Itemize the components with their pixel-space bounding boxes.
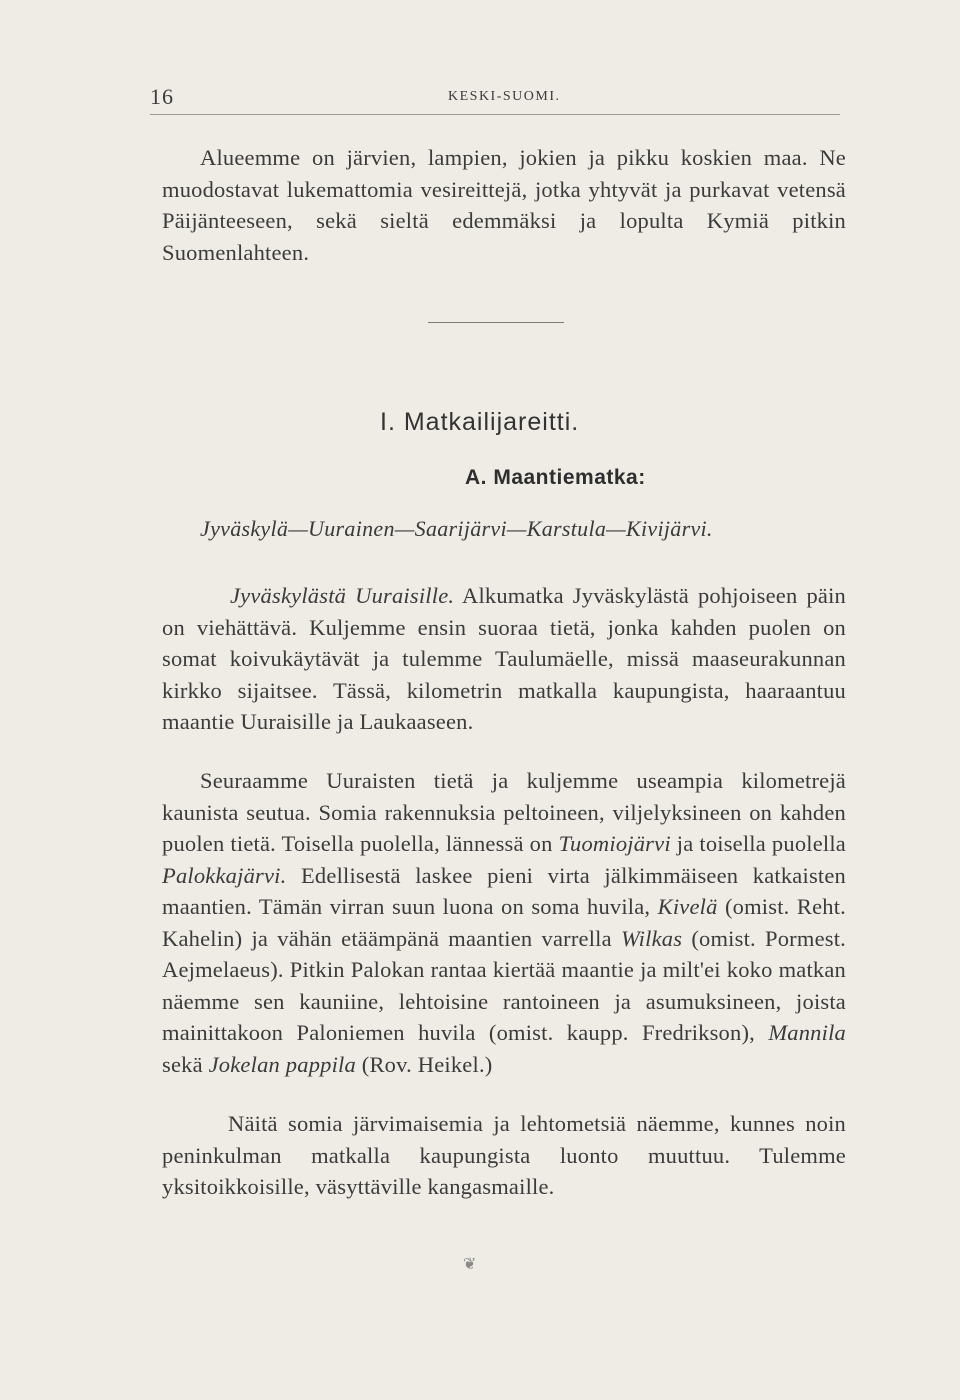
paragraph-lead-italic: Jyväskylästä Uuraisille. — [230, 583, 455, 608]
text-run: sekä — [162, 1051, 209, 1077]
intro-paragraph: Alueemme on järvien, lampien, jokien ja pikku koskien maa. Ne muodostavat lukemattomia vesireittejä, jotka yhtyvät ja purkavat vetensä Päijänteeseen, sekä sieltä edemmäksi ja lopulta Kymiä pitkin Suomenlahteen. — [162, 145, 846, 265]
text-run: Edellisestä laskee pieni virta jälkimmäiseen katkaisten maantien. Tämän virran suun luona on soma huvila, — [162, 862, 846, 919]
paragraph-jarvimaisemat: Näitä somia järvimaisemia ja lehtometsiä näemme, kunnes noin peninkulman matkalla kaupungista luonto muuttuu. Tulemme yksitoikkoisille, väsyttäville kangasmaille. — [162, 1111, 846, 1199]
text-run: (Rov. Heikel.) — [355, 1051, 493, 1077]
page-number: 16 — [150, 84, 174, 109]
section-divider — [428, 322, 564, 323]
text-run: (omist. Reht. Kahelin) ja vähän etäämpänä maantien varrella — [162, 894, 846, 951]
place-name-italic: Wilkas — [620, 925, 683, 951]
running-title: KESKI-SUOMI. — [448, 89, 561, 104]
text-run: ja toisella puolella — [670, 831, 846, 856]
page-header — [150, 78, 840, 108]
paragraph-uuraisten-tie — [162, 765, 846, 1080]
place-name-italic: Jokelan pappila — [208, 1051, 356, 1077]
route-line: Jyväskylä—Uurainen—Saarijärvi—Karstula—Kivijärvi. — [200, 516, 713, 541]
text-run: Seuraamme Uuraisten tietä ja kuljemme useampia kilometrejä kaunista seutua. Somia rakennuksia peltoineen, viljelyksineen on kahden puolen tietä. Toisella puolella, lännessä on — [162, 768, 846, 856]
place-name-italic: Mannila — [768, 1020, 846, 1045]
place-name-italic: Kivelä — [657, 894, 718, 919]
place-name-italic: Tuomiojärvi — [558, 831, 671, 856]
paragraph-text: Alkumatka Jyväskylästä pohjoiseen päin on viehättävä. Kuljemme ensin suoraa tietä, jonka kahden puolen on somat koivukäytävät ja tulemme Taulumäelle, missä maaseurakunnan kirkko sijaitsee. Tässä, kilometrin matkalla kaupungista, haaraantuu maantie Uuraisille ja Laukaaseen. — [162, 583, 846, 734]
section-heading: I. Matkailijareitti. — [380, 408, 580, 436]
sub-heading: A. Maantiematka: — [465, 466, 646, 489]
printer-ornament-icon: ❦ — [463, 1256, 477, 1273]
header-rule — [150, 114, 840, 115]
place-name-italic: Palokkajärvi. — [162, 862, 287, 888]
paragraph-uuraisille — [162, 580, 846, 738]
text-run: (omist. Pormest. Aejmelaeus). Pitkin Palokan rantaa kiertää maantie ja milt'ei koko matkan näemme sen kauniine, lehtoisine rantoineen ja asumuksineen, joista mainittakoon Paloniemen huvila (omist. kaupp. Fredrikson), — [162, 925, 846, 1045]
